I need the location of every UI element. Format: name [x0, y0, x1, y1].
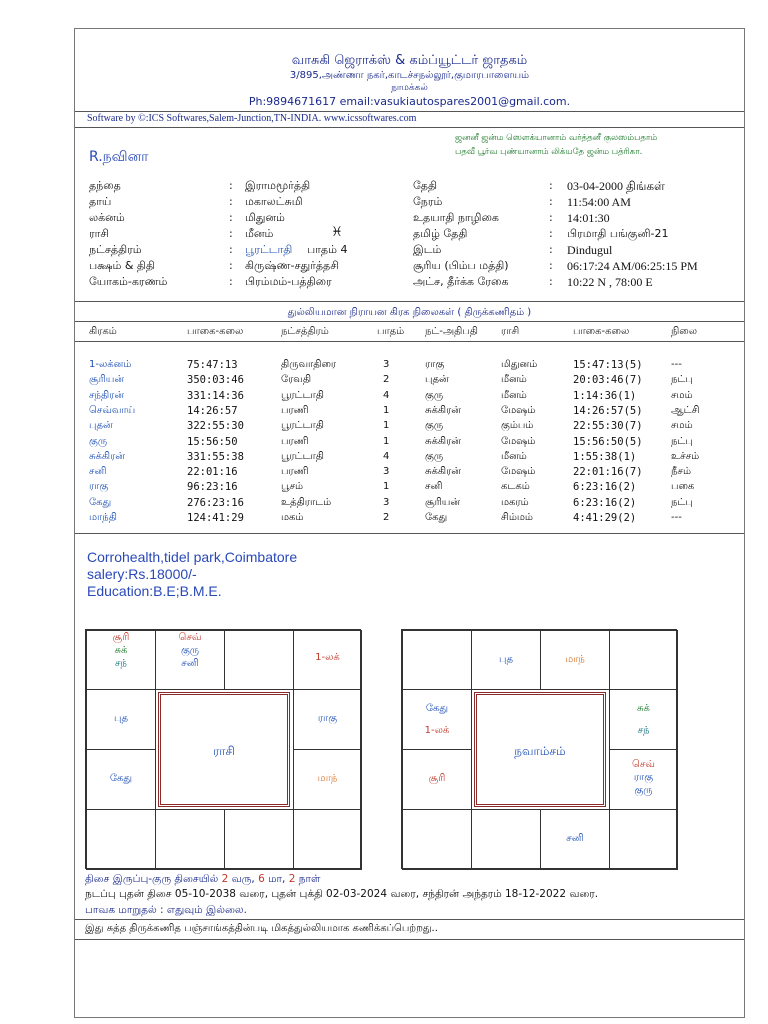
table-bottom-divider — [75, 533, 744, 534]
table-cell: கடகம் — [501, 481, 530, 493]
colon: : — [229, 227, 233, 240]
value-date: 03-04-2000 திங்கள் — [567, 179, 665, 193]
colon: : — [229, 211, 233, 224]
table-cell: 15:47:13(5) — [573, 359, 643, 371]
table-cell: ராகு — [89, 481, 109, 493]
table-cell: பூசம் — [281, 481, 304, 493]
table-cell: 22:01:16 — [187, 466, 238, 479]
planet-mercury: புத — [499, 654, 513, 665]
label-latlong: அட்ச, தீர்க்க ரேகை — [413, 275, 509, 288]
navamsa-house-kadagam — [609, 689, 678, 750]
table-cell: 124:41:29 — [187, 512, 244, 524]
table-cell: 2 — [383, 374, 390, 386]
table-cell: 4 — [383, 450, 390, 462]
value-mother: மகாலட்சுமி — [245, 195, 303, 208]
rasi-house-kumbam — [86, 689, 156, 750]
table-cell: மிதுனம் — [501, 359, 538, 370]
table-cell: கேது — [89, 496, 112, 508]
col-header: பாகை-கலை — [573, 326, 630, 337]
table-cell: நீசம் — [671, 466, 691, 478]
rasi-house-mithunam — [293, 630, 362, 690]
planet-ketu: கேது — [109, 773, 133, 784]
planet-saturn: சனி — [566, 833, 584, 844]
shop-contact: Ph:9894671617 email:vasukiautospares2001@gmail.com. — [248, 95, 571, 108]
navamsa-house-simmam — [609, 749, 678, 810]
table-cell: சந்திரன் — [89, 389, 125, 401]
label-date: தேதி — [413, 179, 437, 192]
planet-venus: சுக் — [114, 645, 128, 656]
table-cell: 322:55:30 — [187, 420, 244, 433]
value-padam: பாதம் 4 — [307, 243, 348, 256]
lagnam-marker: 1-லக் — [315, 652, 340, 663]
navamsa-center-panel — [474, 692, 606, 807]
navamsa-house-mithunam — [609, 630, 678, 690]
table-cell: 1 — [383, 435, 390, 447]
table-cell: பகை — [671, 481, 695, 493]
table-cell: --- — [671, 512, 682, 523]
navamsa-house-mesham — [471, 630, 541, 690]
table-cell: 276:23:16 — [187, 496, 244, 509]
navamsa-house-magaram — [402, 749, 472, 810]
table-cell: செவ்வாய் — [89, 404, 136, 416]
navamsa-house-dhanusu — [402, 809, 472, 870]
current-dasa: நடப்பு புதன் திசை 05-10-2038 வரை, புதன் புக்தி 02-03-2024 வரை, சந்திரன் அந்தரம் 18-12-2022 வரை. — [85, 888, 599, 900]
table-cell: மீனம் — [501, 374, 527, 386]
colon: : — [549, 211, 553, 224]
table-cell: மாந்தி — [89, 512, 117, 523]
table-cell: குரு — [89, 435, 108, 447]
colon: : — [229, 275, 233, 288]
rasi-house-magaram — [86, 749, 156, 810]
table-cell: 6:23:16(2) — [573, 481, 637, 494]
colon: : — [549, 179, 553, 192]
planet-ketu: கேது — [425, 703, 449, 714]
table-cell: நட்பு — [671, 496, 693, 508]
shop-name: வாசுகி ஜெராக்ஸ் & கம்ப்யூட்டர் ஜாதகம் — [291, 53, 528, 68]
table-cell: 331:55:38 — [187, 450, 244, 463]
planet-mandhi: மாந் — [565, 654, 585, 665]
table-cell: சமம் — [671, 420, 693, 432]
value-sun: 06:17:24 AM/06:25:15 PM — [567, 259, 698, 273]
table-cell: --- — [671, 359, 682, 370]
lagnam-marker: 1-லக் — [424, 725, 450, 736]
colon: : — [549, 227, 553, 240]
planet-jupiter: குரு — [180, 645, 200, 656]
software-credit: Software by ©:ICS Softwares,Salem-Junction,TN-INDIA. www.icssoftwares.com — [87, 113, 417, 124]
col-header: பாகை-கலை — [187, 326, 244, 337]
table-cell: மீனம் — [501, 450, 527, 462]
shop-district: நாமக்கல் — [391, 83, 428, 93]
table-cell: மேஷம் — [501, 435, 536, 447]
table-cell: திருவாதிரை — [281, 359, 337, 370]
table-cell: ராகு — [425, 359, 445, 370]
value-latlong: 10:22 N , 78:00 E — [567, 275, 653, 289]
value-lagnam: மிதுனம் — [245, 211, 285, 224]
colon: : — [549, 243, 553, 256]
value-tamil-date: பிரமாதி பங்குனி-21 — [567, 227, 669, 240]
planet-mercury: புத — [114, 713, 128, 724]
planet-mars: செவ் — [632, 759, 655, 770]
rasi-house-dhanusu — [86, 809, 156, 870]
label-rasi: ராசி — [89, 227, 110, 240]
col-header: ராசி — [501, 326, 520, 337]
col-header: நட்சத்திரம் — [281, 326, 329, 337]
dasa-years: 2 — [221, 873, 229, 885]
shop-address: 3/895,அண்ணா நகர்,காடச்சநல்லூர்,குமாரபாளையம் — [289, 70, 530, 81]
rasi-house-viruchigam — [155, 809, 225, 870]
table-cell: கேது — [425, 512, 448, 523]
profile-education: Education:B.E;B.M.E. — [87, 583, 222, 599]
table-cell: சமம் — [671, 389, 693, 401]
table-cell: மகரம் — [501, 496, 529, 508]
table-cell: பரணி — [281, 435, 309, 447]
table-cell: 331:14:36 — [187, 389, 244, 402]
label-udhayadhi: உதயாதி நாழிகை — [413, 211, 499, 224]
planet-sun: சூரி — [428, 773, 446, 784]
accuracy-note: இது சுத்த திருக்கணித பஞ்சாங்கத்தின்படி மிகத்துல்லியமாக கணிக்கப்பெற்றது.. — [85, 923, 438, 934]
label-time: நேரம் — [413, 195, 443, 208]
value-udhayadhi: 14:01:30 — [567, 211, 610, 225]
rasi-chart — [85, 629, 361, 869]
planet-mars: செவ் — [178, 632, 202, 643]
planet-mandhi: மாந் — [317, 773, 338, 784]
label-lagnam: லக்னம் — [89, 211, 125, 224]
table-cell: சுக்கிரன் — [425, 435, 461, 447]
label-sun: சூரிய (பிம்ப மத்தி) — [413, 259, 509, 272]
colon: : — [549, 259, 553, 272]
rasi-house-kanni — [293, 809, 362, 870]
table-cell: 1 — [383, 404, 390, 416]
planet-saturn: சனி — [181, 658, 199, 669]
blessing-line-1: ஜனனீ ஜன்ம ஸௌக்யானாம் வர்த்தனீ குலஸம்பதாம் — [455, 133, 658, 143]
person-name: R.நவினா — [89, 149, 149, 165]
profile-work: Corrohealth,tidel park,Coimbatore — [87, 549, 298, 565]
table-cell: சுக்கிரன் — [425, 404, 461, 416]
colon: : — [229, 195, 233, 208]
table-cell: சூரியன் — [425, 496, 461, 508]
table-title: துல்லியமான நிராயன கிரக நிலைகள் ( திருக்கணிதம் ) — [287, 307, 532, 318]
table-cell: 14:26:57 — [187, 404, 238, 417]
value-rasi: மீனம் — [245, 227, 274, 240]
table-cell: ஆட்சி — [671, 404, 700, 416]
col-header: நிலை — [671, 326, 698, 337]
planet-jupiter: குரு — [634, 785, 653, 796]
value-time: 11:54:00 AM — [567, 195, 631, 209]
rasi-house-kadagam — [293, 689, 362, 750]
rasi-house-mesham — [155, 630, 225, 690]
dasa-months-unit: மா, — [268, 873, 286, 885]
table-cell: குரு — [425, 420, 444, 432]
label-paksham: பக்ஷம் & திதி — [89, 259, 155, 272]
colon: : — [229, 179, 233, 192]
rasi-center-panel — [158, 692, 290, 807]
table-top-divider — [75, 301, 744, 302]
table-cell: 75:47:13 — [187, 359, 238, 371]
label-tamil-date: தமிழ் தேதி — [413, 227, 468, 240]
pisces-icon: ♓ — [331, 225, 343, 240]
planet-sun: சூரி — [112, 632, 130, 643]
table-cell: 6:23:16(2) — [573, 496, 637, 509]
table-title-divider — [75, 321, 744, 322]
table-cell: சனி — [89, 466, 107, 478]
table-cell: பூரட்டாதி — [281, 389, 324, 401]
table-cell: சிம்மம் — [501, 512, 533, 523]
table-cell: குரு — [425, 389, 444, 401]
table-cell: 14:26:57(5) — [573, 404, 643, 417]
table-cell: புதன் — [89, 420, 113, 432]
table-cell: பூரட்டாதி — [281, 420, 324, 432]
table-cell: மேஷம் — [501, 466, 536, 478]
colon: : — [229, 243, 233, 256]
rasi-house-simmam — [293, 749, 362, 810]
value-nakshatra: பூரட்டாதி — [245, 243, 293, 256]
label-father: தந்தை — [89, 179, 121, 192]
table-cell: 15:56:50(5) — [573, 435, 643, 448]
table-cell: 1 — [383, 481, 390, 493]
footer-divider-bottom — [75, 939, 744, 940]
label-place: இடம் — [413, 243, 442, 256]
table-cell: 22:55:30(7) — [573, 420, 643, 433]
planet-venus: சுக் — [637, 703, 650, 714]
table-cell: பரணி — [281, 466, 309, 478]
table-cell: 1-லக்னம் — [89, 359, 132, 370]
rasi-house-meenam — [86, 630, 156, 690]
table-cell: உச்சம் — [671, 450, 700, 462]
table-cell: 4 — [383, 389, 390, 401]
dasa-balance-prefix: திசை இருப்பு-குரு திசையில் — [85, 873, 219, 885]
table-cell: மேஷம் — [501, 404, 536, 416]
label-yogam: யோகம்-கரணம் — [89, 275, 168, 288]
col-header: நட்-அதிபதி — [425, 326, 478, 337]
table-cell: 20:03:46(7) — [573, 374, 643, 387]
navamsa-center-label: நவாம்சம் — [514, 744, 566, 759]
table-cell: நட்பு — [671, 374, 693, 386]
dasa-balance — [85, 873, 320, 886]
table-cell: 1 — [383, 420, 390, 432]
navamsa-house-meenam — [402, 630, 472, 690]
navamsa-house-kanni — [609, 809, 678, 870]
rasi-house-thulam — [224, 809, 294, 870]
profile-salary: salery:Rs.18000/- — [87, 566, 197, 582]
value-father: இராமமூர்த்தி — [245, 179, 311, 192]
colon: : — [229, 259, 233, 272]
table-header-divider — [75, 341, 744, 342]
rasi-house-rishabam — [224, 630, 294, 690]
table-cell: 3 — [383, 359, 390, 370]
navamsa-chart — [401, 629, 677, 869]
table-cell: 2 — [383, 512, 390, 523]
table-cell: உத்திராடம் — [281, 496, 332, 508]
col-header: கிரகம் — [89, 326, 117, 337]
table-cell: பூரட்டாதி — [281, 450, 324, 462]
horoscope-sheet — [74, 28, 745, 1018]
dasa-months: 6 — [258, 873, 265, 885]
header-divider — [75, 111, 744, 112]
label-mother: தாய் — [89, 195, 112, 208]
value-yogam: பிரம்மம்-பத்திரை — [245, 275, 332, 288]
bhava-change: பாவக மாறுதல் : எதுவும் இல்லை. — [85, 904, 247, 916]
dasa-days: 2 — [288, 873, 296, 885]
table-cell: நட்பு — [671, 435, 693, 447]
colon: : — [549, 275, 553, 288]
table-cell: மகம் — [281, 512, 304, 523]
table-cell: 350:03:46 — [187, 374, 244, 387]
planet-rahu: ராகு — [633, 772, 654, 783]
table-cell: புதன் — [425, 374, 449, 386]
table-cell: 96:23:16 — [187, 481, 238, 494]
navamsa-house-thulam — [540, 809, 610, 870]
table-cell: 1:55:38(1) — [573, 450, 637, 463]
table-cell: 3 — [383, 496, 390, 508]
value-place: Dindugul — [567, 243, 613, 257]
table-cell: கும்பம் — [501, 420, 534, 432]
col-header: பாதம் — [377, 326, 405, 337]
table-cell: சுக்கிரன் — [89, 450, 125, 462]
dasa-years-unit: வரு, — [231, 873, 255, 885]
dasa-days-unit: நாள் — [298, 873, 321, 885]
footer-divider-top — [75, 919, 744, 920]
label-nakshatra: நட்சத்திரம் — [89, 243, 142, 256]
planet-moon: சந் — [637, 725, 650, 736]
table-cell: குரு — [425, 450, 444, 462]
navamsa-house-rishabam — [540, 630, 610, 690]
planet-rahu: ராகு — [317, 713, 338, 724]
colon: : — [549, 195, 553, 208]
planet-moon: சந் — [115, 658, 127, 669]
table-cell: சூரியன் — [89, 374, 125, 386]
table-cell: ரேவதி — [281, 374, 312, 386]
table-cell: சுக்கிரன் — [425, 466, 461, 478]
table-cell: 1:14:36(1) — [573, 389, 637, 402]
rasi-center-label: ராசி — [213, 744, 235, 759]
navamsa-house-viruchigam — [471, 809, 541, 870]
credit-divider — [75, 127, 744, 128]
blessing-line-2: பதவீ பூர்வ புண்யானாம் லிக்யதே ஜன்ம பத்ரிகா. — [455, 147, 643, 157]
table-cell: 3 — [383, 466, 390, 478]
navamsa-house-kumbam — [402, 689, 472, 750]
table-cell: 15:56:50 — [187, 435, 238, 448]
value-paksham: கிருஷ்ண-சதுர்த்தசி — [245, 259, 339, 272]
table-cell: சனி — [425, 481, 443, 493]
table-cell: மீனம் — [501, 389, 527, 401]
table-cell: பரணி — [281, 404, 309, 416]
table-cell: 22:01:16(7) — [573, 466, 643, 479]
table-cell: 4:41:29(2) — [573, 512, 637, 524]
